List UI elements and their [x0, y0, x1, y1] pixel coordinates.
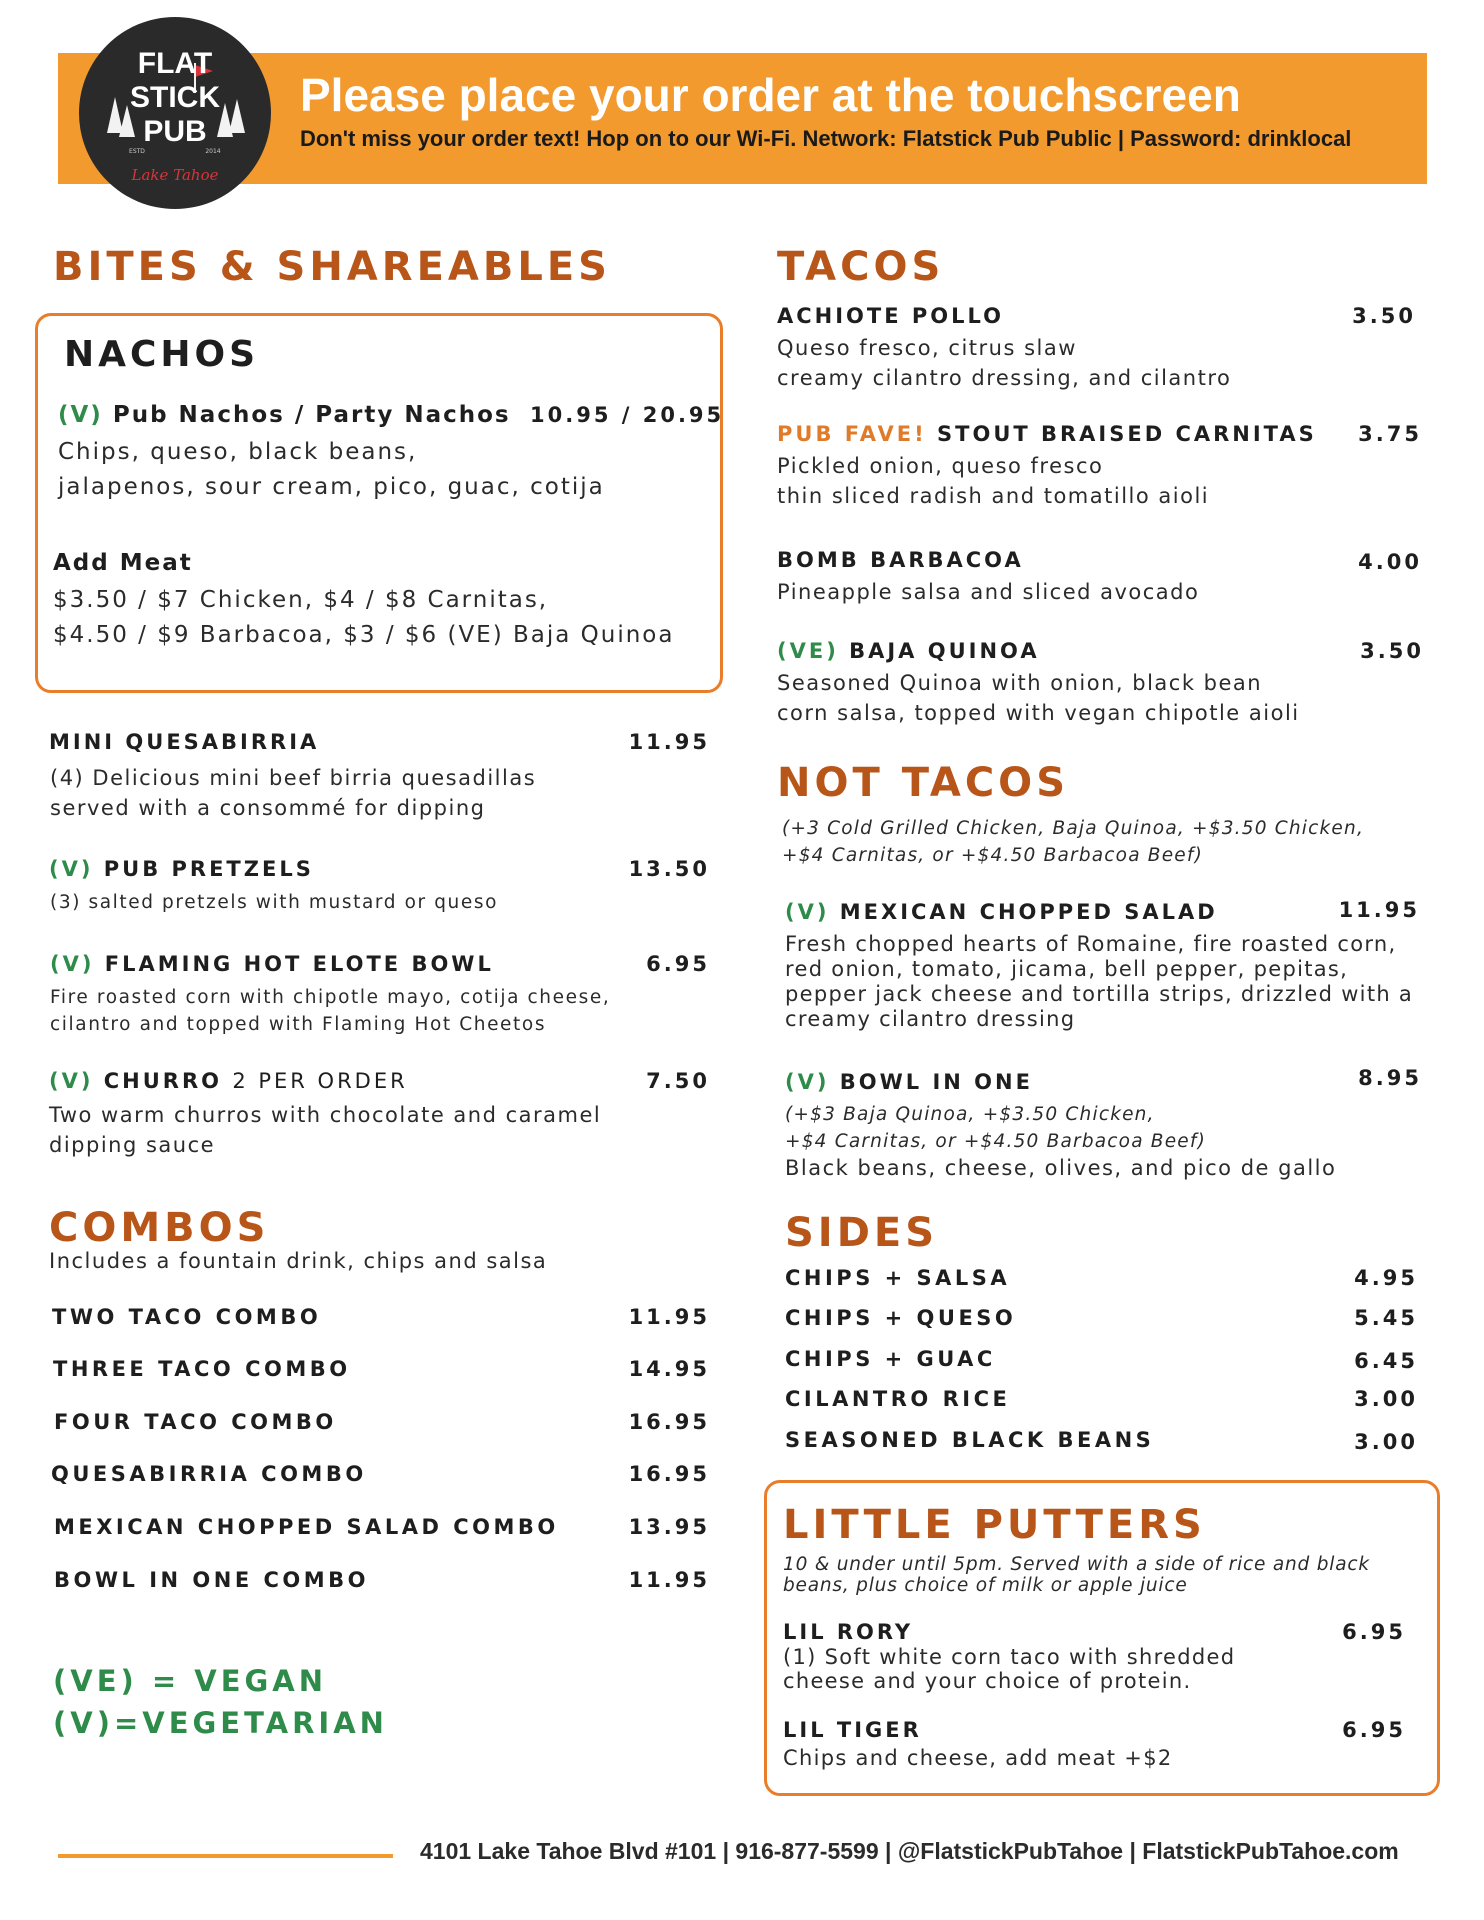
lil-tiger-name: LIL TIGER — [783, 1718, 922, 1742]
section-title-tacos: TACOS — [777, 244, 945, 290]
bowl-in-one-description: Black beans, cheese, olives, and pico de gallo — [785, 1156, 1337, 1180]
vegan-tag: (VE) — [777, 639, 839, 663]
bomb-barbacoa-price: 4.00 — [1358, 550, 1422, 574]
combo-price: 11.95 — [628, 1568, 710, 1592]
combo-price: 16.95 — [628, 1410, 710, 1434]
nachos-name: Pub Nachos / Party Nachos — [112, 402, 511, 428]
combo-name: TWO TACO COMBO — [52, 1305, 322, 1329]
combo-price: 16.95 — [628, 1462, 710, 1486]
side-price: 6.45 — [1354, 1349, 1418, 1373]
bomb-barbacoa-name: BOMB BARBACOA — [777, 548, 1024, 572]
section-title-combos: COMBOS — [49, 1205, 270, 1251]
lil-rory-name: LIL RORY — [783, 1620, 914, 1644]
side-price: 3.00 — [1354, 1387, 1418, 1411]
bomb-barbacoa-description: Pineapple salsa and sliced avocado — [777, 580, 1200, 604]
carnitas-description: Pickled onion, queso fresco thin sliced radish and tomatillo aioli — [777, 454, 1210, 508]
carnitas-price: 3.75 — [1358, 422, 1422, 446]
churro-description: Two warm churros with chocolate and caramel dipping sauce — [49, 1103, 602, 1157]
mexican-chopped-salad-description: Fresh chopped hearts of Romaine, fire roasted corn, red onion, tomato, jicama, bell pepper, pepitas, pepper jack cheese and tortilla strips, drizzled with a creamy cilantro dressing — [785, 932, 1414, 1031]
pub-fave-badge: PUB FAVE! — [777, 422, 927, 446]
combo-name: FOUR TACO COMBO — [54, 1410, 337, 1434]
svg-text:2014: 2014 — [205, 148, 221, 155]
svg-text:FLAT: FLAT — [137, 47, 213, 80]
nachos-price: 10.95 / 20.95 — [530, 403, 725, 427]
combos-subtitle: Includes a fountain drink, chips and salsa — [49, 1249, 548, 1273]
section-title-not-tacos: NOT TACOS — [777, 760, 1069, 806]
side-name: CHIPS + GUAC — [785, 1347, 996, 1371]
nachos-description: Chips, queso, black beans, jalapenos, sour cream, pico, guac, cotija — [58, 439, 605, 500]
churro-price: 7.50 — [646, 1069, 710, 1093]
side-name: SEASONED BLACK BEANS — [785, 1428, 1155, 1452]
mini-quesabirria-price: 11.95 — [628, 730, 710, 754]
wifi-info: Don't miss your order text! Hop on to our Wi-Fi. Network: Flatstick Pub Public | Password: drinklocal — [300, 126, 1352, 151]
nachos-title: NACHOS — [64, 334, 260, 375]
bowl-in-one-item: (V) BOWL IN ONE — [785, 1070, 1033, 1094]
side-name: CILANTRO RICE — [785, 1387, 1011, 1411]
mexican-chopped-salad-price: 11.95 — [1338, 898, 1420, 922]
combo-price: 13.95 — [628, 1515, 710, 1539]
baja-quinoa-description: Seasoned Quinoa with onion, black bean corn salsa, topped with vegan chipotle aioli — [777, 671, 1300, 725]
side-price: 4.95 — [1354, 1266, 1418, 1290]
pub-pretzels-price: 13.50 — [628, 857, 710, 881]
flatstick-pub-logo — [77, 15, 273, 211]
combo-name: MEXICAN CHOPPED SALAD COMBO — [54, 1515, 559, 1539]
vegetarian-tag: (V) — [58, 402, 103, 428]
section-title-sides: SIDES — [785, 1210, 939, 1256]
combo-name: THREE TACO COMBO — [53, 1357, 351, 1381]
section-title-little-putters: LITTLE PUTTERS — [783, 1502, 1206, 1548]
achiote-pollo-name: ACHIOTE POLLO — [777, 304, 1004, 328]
lil-tiger-price: 6.95 — [1342, 1718, 1406, 1742]
bowl-in-one-add-ons-note: (+$3 Baja Quinoa, +$3.50 Chicken, +$4 Carnitas, or +$4.50 Barbacoa Beef) — [785, 1104, 1206, 1152]
footer-contact-info: 4101 Lake Tahoe Blvd #101 | 916-877-5599 | @FlatstickPubTahoe | FlatstickPubTahoe.com — [420, 1838, 1399, 1864]
baja-quinoa-price: 3.50 — [1360, 639, 1424, 663]
order-instruction-title: Please place your order at the touchscreen — [300, 69, 1241, 121]
footer-divider — [58, 1854, 393, 1858]
baja-quinoa-item: (VE) BAJA QUINOA — [777, 639, 1040, 663]
nachos-item — [58, 402, 511, 428]
pub-pretzels-item: (V) PUB PRETZELS — [49, 857, 314, 881]
section-title-bites: BITES & SHAREABLES — [53, 244, 611, 290]
pub-pretzels-description: (3) salted pretzels with mustard or queso — [50, 892, 499, 913]
carnitas-item: PUB FAVE! STOUT BRAISED CARNITAS — [777, 422, 1317, 446]
combo-name: BOWL IN ONE COMBO — [54, 1568, 370, 1592]
legend-vegan: (VE) = VEGAN — [53, 1664, 328, 1698]
achiote-pollo-price: 3.50 — [1352, 304, 1416, 328]
achiote-pollo-description: Queso fresco, citrus slaw creamy cilantro dressing, and cilantro — [777, 336, 1232, 390]
not-tacos-add-ons-note: (+3 Cold Grilled Chicken, Baja Quinoa, +$3.50 Chicken, +$4 Carnitas, or +$4.50 Barbacoa Beef) — [782, 818, 1365, 866]
add-meat-title: Add Meat — [53, 550, 193, 576]
svg-text:Lake Tahoe: Lake Tahoe — [131, 166, 219, 184]
side-price: 3.00 — [1354, 1430, 1418, 1454]
add-meat-options: $3.50 / $7 Chicken, $4 / $8 Carnitas, $4.50 / $9 Barbacoa, $3 / $6 (VE) Baja Quinoa — [53, 587, 675, 648]
combo-name: QUESABIRRIA COMBO — [51, 1462, 367, 1486]
little-putters-note: 10 & under until 5pm. Served with a side of rice and black beans, plus choice of milk or apple juice — [783, 1554, 1370, 1596]
elote-bowl-item: (V) FLAMING HOT ELOTE BOWL — [50, 952, 494, 976]
churro-item: (V) CHURRO 2 PER ORDER — [49, 1069, 408, 1093]
elote-bowl-description: Fire roasted corn with chipotle mayo, cotija cheese, cilantro and topped with Flaming Hot Cheetos — [50, 987, 611, 1035]
combo-price: 11.95 — [628, 1305, 710, 1329]
lil-rory-description: (1) Soft white corn taco with shredded cheese and your choice of protein. — [783, 1645, 1236, 1693]
side-price: 5.45 — [1354, 1306, 1418, 1330]
lil-tiger-description: Chips and cheese, add meat +$2 — [783, 1746, 1173, 1770]
mexican-chopped-salad-item: (V) MEXICAN CHOPPED SALAD — [785, 900, 1218, 924]
bowl-in-one-price: 8.95 — [1358, 1066, 1422, 1090]
mini-quesabirria-name: MINI QUESABIRRIA — [49, 730, 320, 754]
svg-text:PUB: PUB — [143, 115, 207, 148]
mini-quesabirria-description: (4) Delicious mini beef birria quesadillas served with a consommé for dipping — [50, 766, 537, 820]
svg-text:STICK: STICK — [130, 81, 220, 114]
legend-vegetarian: (V)=VEGETARIAN — [53, 1706, 388, 1740]
side-name: CHIPS + QUESO — [785, 1306, 1017, 1330]
lil-rory-price: 6.95 — [1342, 1620, 1406, 1644]
combo-price: 14.95 — [628, 1357, 710, 1381]
svg-text:ESTD: ESTD — [129, 148, 145, 155]
side-name: CHIPS + SALSA — [785, 1266, 1011, 1290]
elote-bowl-price: 6.95 — [646, 952, 710, 976]
